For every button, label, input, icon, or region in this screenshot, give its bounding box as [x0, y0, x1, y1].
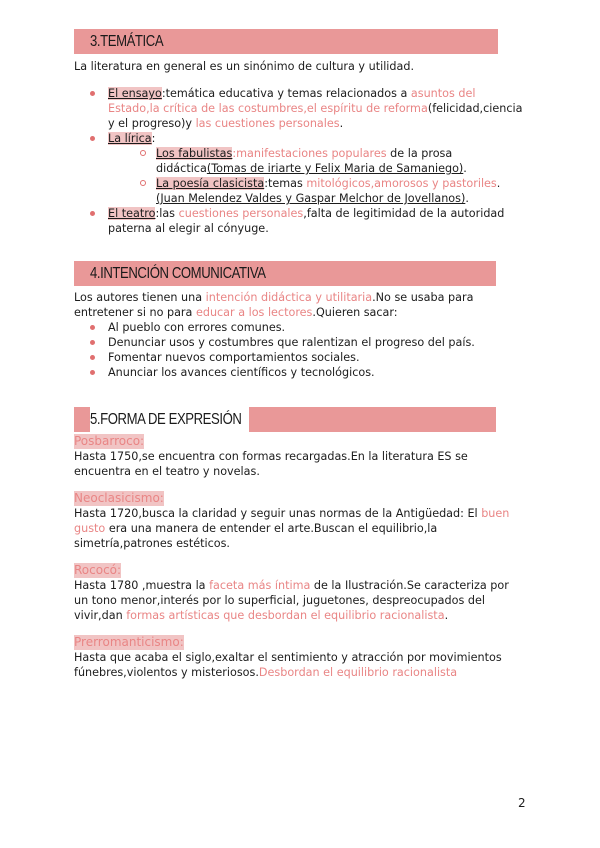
term-lirica: La lírica [108, 132, 152, 145]
forma-posbarroco [74, 434, 526, 479]
tematica-list [74, 86, 526, 236]
text-span: ,falta de legitimidad de la autoridad paterna al elegir al cónyuge. [108, 207, 505, 235]
header-title-wrap [90, 29, 181, 54]
text-span: . [339, 117, 344, 130]
pink-text: formas artísticas que desbordan el equilibrio racionalista [126, 609, 445, 622]
list-item: Denunciar usos y costumbres que ralentizan el progreso del país. [74, 335, 526, 350]
text-span: Los autores tienen una [74, 291, 206, 304]
text-span: era una manera de entender el arte.Buscan el equilibrio,la simetría,patrones estéticos. [74, 522, 438, 550]
text-span: .No se usaba para entretener si no para [74, 291, 474, 319]
list-item-clasicista [122, 176, 526, 206]
text-span: Hasta que acaba el siglo,exaltar el sentimiento y atracción por movimientos fúnebres,violentos y misteriosos. [74, 651, 502, 679]
subheading-rococo: Rococó: [74, 563, 122, 577]
term-ensayo: El ensayo [108, 87, 162, 100]
forma-neoclasicismo [74, 491, 526, 551]
header-accent-bar [74, 29, 90, 54]
term-fabulistas: Los fabulistas [156, 147, 233, 160]
list-item-ensayo [74, 86, 526, 131]
list-item-fabulistas [122, 146, 526, 176]
section-header-intencion [74, 261, 496, 286]
authors-text: (Tomas de iriarte y Felix Maria de Samaniego) [206, 162, 464, 175]
posbarroco-text: Hasta 1750,se encuentra con formas recargadas.En la literatura ES se encuentra en el teatro y novelas. [74, 450, 468, 478]
text-span: de la Ilustración.Se caracteriza por un tono menor,interés por lo superficial, juguetones, despreocupados del vivir,dan [74, 579, 509, 622]
rococo-text [74, 578, 526, 623]
text-span: :temática educativa y temas relacionados a [161, 87, 411, 100]
prerromanticismo-text [74, 650, 526, 680]
header-fill [183, 29, 498, 54]
pink-text: buen gusto [74, 507, 510, 535]
text-span: de la prosa didáctica [156, 147, 453, 175]
list-item-lirica [74, 131, 526, 206]
section-title: 5.FORMA DE EXPRESIÓN [90, 410, 242, 428]
text-span: . [463, 162, 467, 175]
section-title: 4.INTENCIÓN COMUNICATIVA [90, 264, 266, 282]
pink-text: las cuestiones personales [195, 117, 340, 130]
pink-text: cuestiones personales [178, 207, 304, 220]
text-span: . [465, 192, 469, 205]
intencion-text [74, 290, 526, 380]
pink-text: mitológicos,amorosos y pastoriles [306, 177, 497, 190]
pink-text: educar a los lectores [195, 306, 313, 319]
list-item: Fomentar nuevos comportamientos sociales. [74, 350, 526, 365]
authors-text: (Juan Melendez Valdes y Gaspar Melchor de Jovellanos) [156, 192, 466, 205]
pink-text: :manifestaciones populares [232, 147, 387, 160]
text-span: . [444, 609, 449, 622]
pink-text: intención didáctica y utilitaria [205, 291, 373, 304]
text-span: .Quieren sacar: [312, 306, 398, 319]
section-title: 3.TEMÁTICA [90, 32, 164, 50]
subheading-posbarroco: Posbarroco: [74, 434, 145, 448]
text-span: . [496, 177, 501, 190]
subheading-prerromanticismo: Prerromanticismo: [74, 635, 184, 649]
header-title-wrap [90, 261, 306, 286]
header-accent-bar [74, 407, 90, 432]
forma-prerromanticismo [74, 635, 526, 680]
list-item-teatro [74, 206, 526, 236]
text-span: (felicidad,ciencia y el progreso)y [108, 102, 523, 130]
pink-text: faceta más íntima [209, 579, 311, 592]
pink-text: Desbordan el equilibrio racionalista [258, 666, 458, 679]
header-fill [308, 261, 496, 286]
neoclasicismo-text [74, 506, 526, 551]
subheading-neoclasicismo: Neoclasicismo: [74, 491, 164, 505]
text-span: Hasta 1720,busca la claridad y seguir unas normas de la Antigüedad: El [74, 507, 482, 520]
section-header-forma [74, 407, 496, 432]
term-teatro: El teatro [108, 207, 156, 220]
text-span: : [151, 132, 156, 145]
header-accent-bar [74, 261, 90, 286]
forma-rococo [74, 563, 526, 623]
pink-text: asuntos del Estado,la crítica de las costumbres,el espíritu de reforma [108, 87, 476, 115]
page-number: 2 [518, 796, 526, 810]
list-item: Al pueblo con errores comunes. [74, 320, 526, 335]
text-span: :las [155, 207, 179, 220]
section-header-tematica [74, 29, 498, 54]
text-span: :temas [264, 177, 307, 190]
tematica-intro: La literatura en general es un sinónimo de cultura y utilidad. [74, 60, 415, 73]
text-span: Hasta 1780 ,muestra la [74, 579, 210, 592]
header-fill [249, 407, 496, 432]
term-clasicista: La poesía clasicista [156, 177, 265, 190]
list-item: Anunciar los avances científicos y tecnológicos. [74, 365, 526, 380]
